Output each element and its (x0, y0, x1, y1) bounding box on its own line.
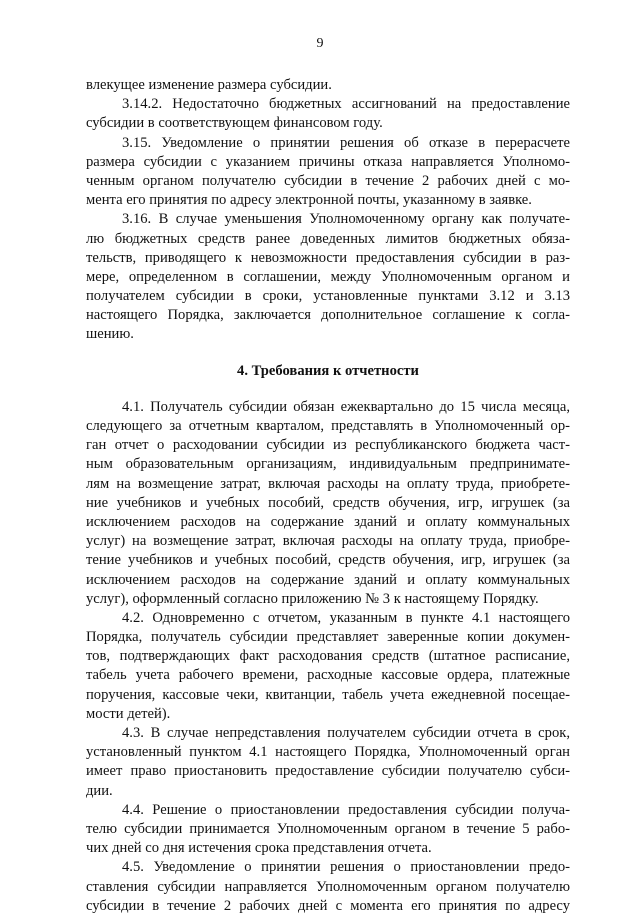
text-line: ставления субсидии направляется Уполномоченным органом получателю (86, 878, 570, 895)
text-line: получателем субсидии в сроки, установленные пунктами 3.12 и 3.13 (86, 288, 570, 305)
text-line: ние учебников и учебных пособий, средств обучения, игр, игрушек (за (86, 494, 570, 511)
document-body (86, 76, 570, 916)
text-line: ган отчет о расходовании субсидии из республиканского бюджета част- (86, 437, 570, 454)
section-4-body (86, 398, 570, 916)
text-line: исключением расходов на содержание зданий и оплату коммунальных (86, 571, 570, 588)
paragraph (86, 76, 570, 95)
text-line: услуг) на возмещение затрат, включая расходы на оплату труда, приобре- (86, 533, 570, 550)
text-line: тение учебников и учебных пособий, средств обучения, игр, игрушек (за (86, 552, 570, 569)
text-line: 3.14.2. Недостаточно бюджетных ассигнований на предоставление (122, 96, 570, 113)
text-line: телю субсидии принимается Уполномоченным органом в течение 5 рабо- (86, 820, 570, 837)
text-line: 3.15. Уведомление о принятии решения об отказе в перерасчете (122, 134, 570, 151)
text-line: Порядка, получатель субсидии представляет заверенные копии докумен- (86, 629, 570, 646)
paragraph (86, 95, 570, 133)
text-line: мере, определенном в соглашении, между Уполномоченным органом и (86, 268, 570, 285)
section-heading: 4. Требования к отчетности (237, 362, 419, 379)
text-line: 4.4. Решение о приостановлении предоставления субсидии получа- (122, 801, 570, 818)
section-3-continued (86, 76, 570, 345)
text-line: субсидии в соответствующем финансовом году. (86, 115, 383, 132)
text-line: следующего за отчетным кварталом, представлять в Уполномоченный ор- (86, 418, 570, 434)
text-line: ченным органом получателю субсидии в течение 2 рабочих дней с мо- (86, 172, 570, 189)
text-line: лям на возмещение затрат, включая расходы на оплату труда, приобрете- (86, 475, 570, 492)
paragraph (86, 398, 570, 609)
text-line: чих дней со дня истечения срока представления отчета. (86, 840, 432, 857)
paragraph (86, 609, 570, 724)
text-line: 3.16. В случае уменьшения Уполномоченному органу как получате- (122, 211, 570, 228)
page-number: 9 (316, 36, 324, 51)
text-line: 4.5. Уведомление о принятии решения о приостановлении предо- (122, 859, 570, 876)
text-line: тов, подтверждающих факт расходования средств (штатное расписание, (86, 648, 570, 665)
text-line: шению. (86, 326, 134, 343)
text-line: исключением расходов на содержание зданий и оплату коммунальных (86, 513, 570, 530)
text-line: 4.3. В случае непредставления получателем субсидии отчета в срок, (122, 725, 570, 741)
text-line: ным образовательным организациям, индивидуальным предпринимате- (86, 456, 570, 473)
paragraph (86, 210, 570, 344)
text-line: размера субсидии с указанием причины отказа направляется Уполномо- (86, 153, 570, 170)
text-line: услуг), оформленный согласно приложению № 3 к настоящему Порядку. (86, 590, 539, 607)
paragraph (86, 801, 570, 859)
text-line: лю бюджетных средств ранее доведенных лимитов бюджетных обяза- (86, 230, 570, 247)
text-line: мента его принятия по адресу электронной почты, указанному в заявке. (86, 192, 532, 209)
text-line: табель учета рабочего времени, расходные кассовые ордера, платежные (86, 667, 570, 684)
text-line: 4.2. Одновременно с отчетом, указанным в пункте 4.1 настоящего (122, 609, 570, 626)
text-line: 4.1. Получатель субсидии обязан ежеквартально до 15 числа месяца, (122, 398, 570, 415)
text-line: настоящего Порядка, заключается дополнительное соглашение к согла- (86, 307, 570, 324)
text-line: дии. (86, 782, 113, 799)
text-line: субсидии в течение 2 рабочих дней с момента его принятия по адресу (86, 897, 570, 914)
paragraph (86, 724, 570, 801)
text-line: поручения, кассовые чеки, квитанции, табель учета ежедневной посещае- (86, 686, 570, 703)
paragraph (86, 134, 570, 211)
text-line: имеет право приостановить предоставление субсидии получателю субси- (86, 763, 570, 780)
text-line: установленный пунктом 4.1 настоящего Порядка, Уполномоченный орган (86, 744, 570, 761)
text-line: мости детей). (86, 705, 171, 722)
text-line: влекущее изменение размера субсидии. (86, 77, 332, 93)
text-line: тельств, приводящего к невозможности предоставления субсидии в раз- (86, 249, 570, 266)
paragraph (86, 858, 570, 916)
